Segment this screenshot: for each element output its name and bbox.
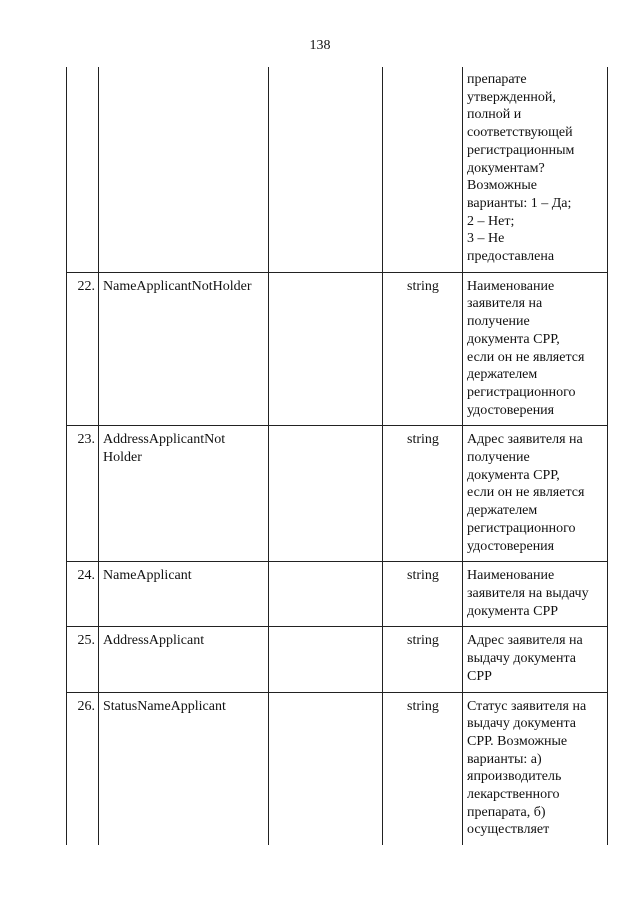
table-row [67, 426, 608, 562]
row-number: 22. [67, 272, 99, 426]
empty-cell [269, 67, 383, 272]
table-row [67, 692, 608, 845]
table-row [67, 562, 608, 627]
field-description: Статус заявителя на выдачу документа СРР. Возможные варианты: а) япроизводитель лекарственного препарата, б) осуществляет [463, 692, 608, 845]
row-number: 25. [67, 627, 99, 692]
field-type [383, 67, 463, 272]
table-row [67, 627, 608, 692]
field-name: NameApplicantNotHolder [99, 272, 269, 426]
table-row [67, 67, 608, 272]
field-name: StatusNameApplicant [99, 692, 269, 845]
field-description: Адрес заявителя на получение документа СРР, если он не является держателем регистрационного удостоверения [463, 426, 608, 562]
field-type: string [383, 692, 463, 845]
spec-table [66, 67, 608, 845]
row-number [67, 67, 99, 272]
empty-cell [269, 426, 383, 562]
row-number: 24. [67, 562, 99, 627]
field-name [99, 67, 269, 272]
row-number: 23. [67, 426, 99, 562]
table-row [67, 272, 608, 426]
field-description: Наименование заявителя на получение документа СРР, если он не является держателем регистрационного удостоверения [463, 272, 608, 426]
field-description: Адрес заявителя на выдачу документа СРР [463, 627, 608, 692]
field-name: NameApplicant [99, 562, 269, 627]
field-description: препарате утвержденной, полной и соответствующей регистрационным документам? Возможные варианты: 1 – Да; 2 – Нет; 3 – Не предоставлена [463, 67, 608, 272]
field-type: string [383, 272, 463, 426]
empty-cell [269, 272, 383, 426]
empty-cell [269, 692, 383, 845]
field-type: string [383, 627, 463, 692]
field-description: Наименование заявителя на выдачу документа СРР [463, 562, 608, 627]
field-type: string [383, 562, 463, 627]
field-name: AddressApplicantNot Holder [99, 426, 269, 562]
empty-cell [269, 627, 383, 692]
empty-cell [269, 562, 383, 627]
field-type: string [383, 426, 463, 562]
row-number: 26. [67, 692, 99, 845]
field-name: AddressApplicant [99, 627, 269, 692]
page-number: 138 [309, 38, 331, 53]
